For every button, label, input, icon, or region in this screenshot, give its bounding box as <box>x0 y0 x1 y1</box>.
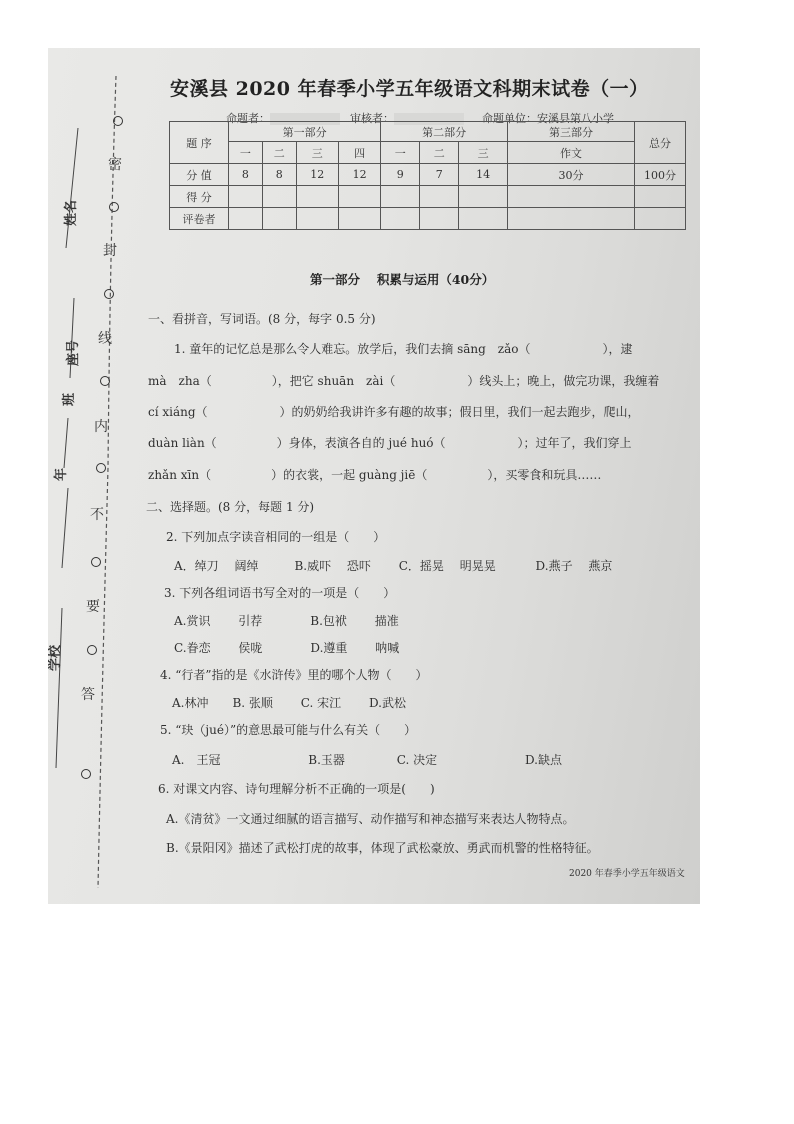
seal-char: 内 <box>94 419 108 435</box>
seal-circle <box>96 463 106 473</box>
seal-char: 不 <box>90 507 104 523</box>
score-value: 30分 <box>508 164 635 186</box>
q6-stem: 6. 对课文内容、诗句理解分析不正确的一项是( ) <box>158 782 435 796</box>
seal-circle <box>91 557 101 567</box>
school-label: 学校 <box>48 644 63 671</box>
score-value: 9 <box>381 164 420 186</box>
name-label: 姓名 <box>64 199 79 226</box>
score-table <box>169 121 686 230</box>
seal-circle <box>104 289 114 299</box>
part1-heading: 第一部分 积累与运用（40分） <box>310 272 495 287</box>
sub-col: 四 <box>338 142 380 164</box>
author-label: 命题者： <box>226 112 270 125</box>
seat-label: 座号 <box>66 339 81 366</box>
got-label: 得 分 <box>170 186 229 208</box>
q2-stem: 2. 下列加点字读音相同的一组是（ ） <box>166 530 386 544</box>
q1-line: duàn liàn（ ）身体，表演各自的 jué huó（ ）；过年了，我们穿上 <box>148 436 632 450</box>
exam-photo <box>48 48 700 904</box>
score-value: 8 <box>229 164 263 186</box>
score-value: 12 <box>338 164 380 186</box>
total-header: 总分 <box>635 122 686 164</box>
part2-header: 第二部分 <box>381 122 508 142</box>
q6-option-a: A.《清贫》一文通过细腻的语言描写、动作描写和神态描写来表达人物特点。 <box>166 812 575 826</box>
sub-col: 三 <box>459 142 508 164</box>
seal-circle <box>109 202 119 212</box>
seal-char: 答 <box>81 687 95 703</box>
seal-char: 密 <box>108 157 122 173</box>
q4-stem: 4. “行者”指的是《水浒传》里的哪个人物（ ） <box>160 668 428 682</box>
q5-stem: 5. “玦（jué）”的意思最可能与什么有关（ ） <box>160 723 417 737</box>
sub-col: 作文 <box>508 142 635 164</box>
seal-char: 封 <box>103 243 117 259</box>
row-title: 题 序 <box>170 122 229 164</box>
exam-title: 安溪县 2020 年春季小学五年级语文科期末试卷（一） <box>170 78 649 100</box>
sub-col: 二 <box>262 142 296 164</box>
sub-col: 一 <box>229 142 263 164</box>
sub-col: 二 <box>420 142 459 164</box>
q5-options: A. 王冠 B.玉器 C. 决定 D.缺点 <box>172 753 562 767</box>
class-label: 班 <box>62 392 77 406</box>
part3-header: 第三部分 <box>508 122 635 142</box>
q3-options: A.赏识 引荐 B.包袱 描准 <box>174 614 399 628</box>
seal-char: 线 <box>98 331 112 347</box>
q6-option-b: B.《景阳冈》描述了武松打虎的故事，体现了武松豪放、勇武而机警的性格特征。 <box>166 841 599 855</box>
seal-char: 要 <box>86 599 100 615</box>
q1-line: 1. 童年的记忆总是那么令人难忘。放学后，我们去摘 sāng zǎo（ ），逮 <box>174 342 633 356</box>
seal-circle <box>87 645 97 655</box>
page-footer: 2020 年春季小学五年级语文 <box>569 869 685 879</box>
q3-options: C.眷恋 侯咙 D.遵重 呐喊 <box>174 641 400 655</box>
seal-circle <box>100 376 110 386</box>
reviewer-label: 审核者： <box>350 112 394 125</box>
q2-options: A．绰刀 阔绰 B.威吓 恐吓 C．摇晃 明晃晃 D.燕子 燕京 <box>174 559 613 573</box>
q1-line: mà zha（ ），把它 shuān zài（ ）线头上；晚上，做完功课，我缠着 <box>148 374 660 388</box>
grader-label: 评卷者 <box>170 208 229 230</box>
score-value: 8 <box>262 164 296 186</box>
q3-stem: 3. 下列各组词语书写全对的一项是（ ） <box>164 586 396 600</box>
score-value: 12 <box>296 164 338 186</box>
sub-col: 一 <box>381 142 420 164</box>
q4-options: A.林冲 B. 张顺 C. 宋江 D.武松 <box>172 696 406 710</box>
section1-heading: 一、看拼音，写词语。(8 分，每字 0.5 分) <box>148 312 376 326</box>
score-value: 14 <box>459 164 508 186</box>
part1-header: 第一部分 <box>229 122 381 142</box>
section2-heading: 二、选择题。(8 分，每题 1 分) <box>146 500 315 514</box>
unit-label: 命题单位：安溪县第八小学 <box>482 112 614 125</box>
q1-line: zhǎn xīn（ ）的衣裳，一起 guàng jiē（ ），买零食和玩具…… <box>148 468 602 482</box>
grade-label: 年 <box>54 467 69 481</box>
q1-line: cí xiáng（ ）的奶奶给我讲许多有趣的故事；假日里，我们一起去跑步，爬山， <box>148 405 640 419</box>
score-value: 7 <box>420 164 459 186</box>
seal-circle <box>81 769 91 779</box>
score-value: 100分 <box>635 164 686 186</box>
sub-col: 三 <box>296 142 338 164</box>
seal-circle <box>113 116 123 126</box>
score-label: 分 值 <box>170 164 229 186</box>
